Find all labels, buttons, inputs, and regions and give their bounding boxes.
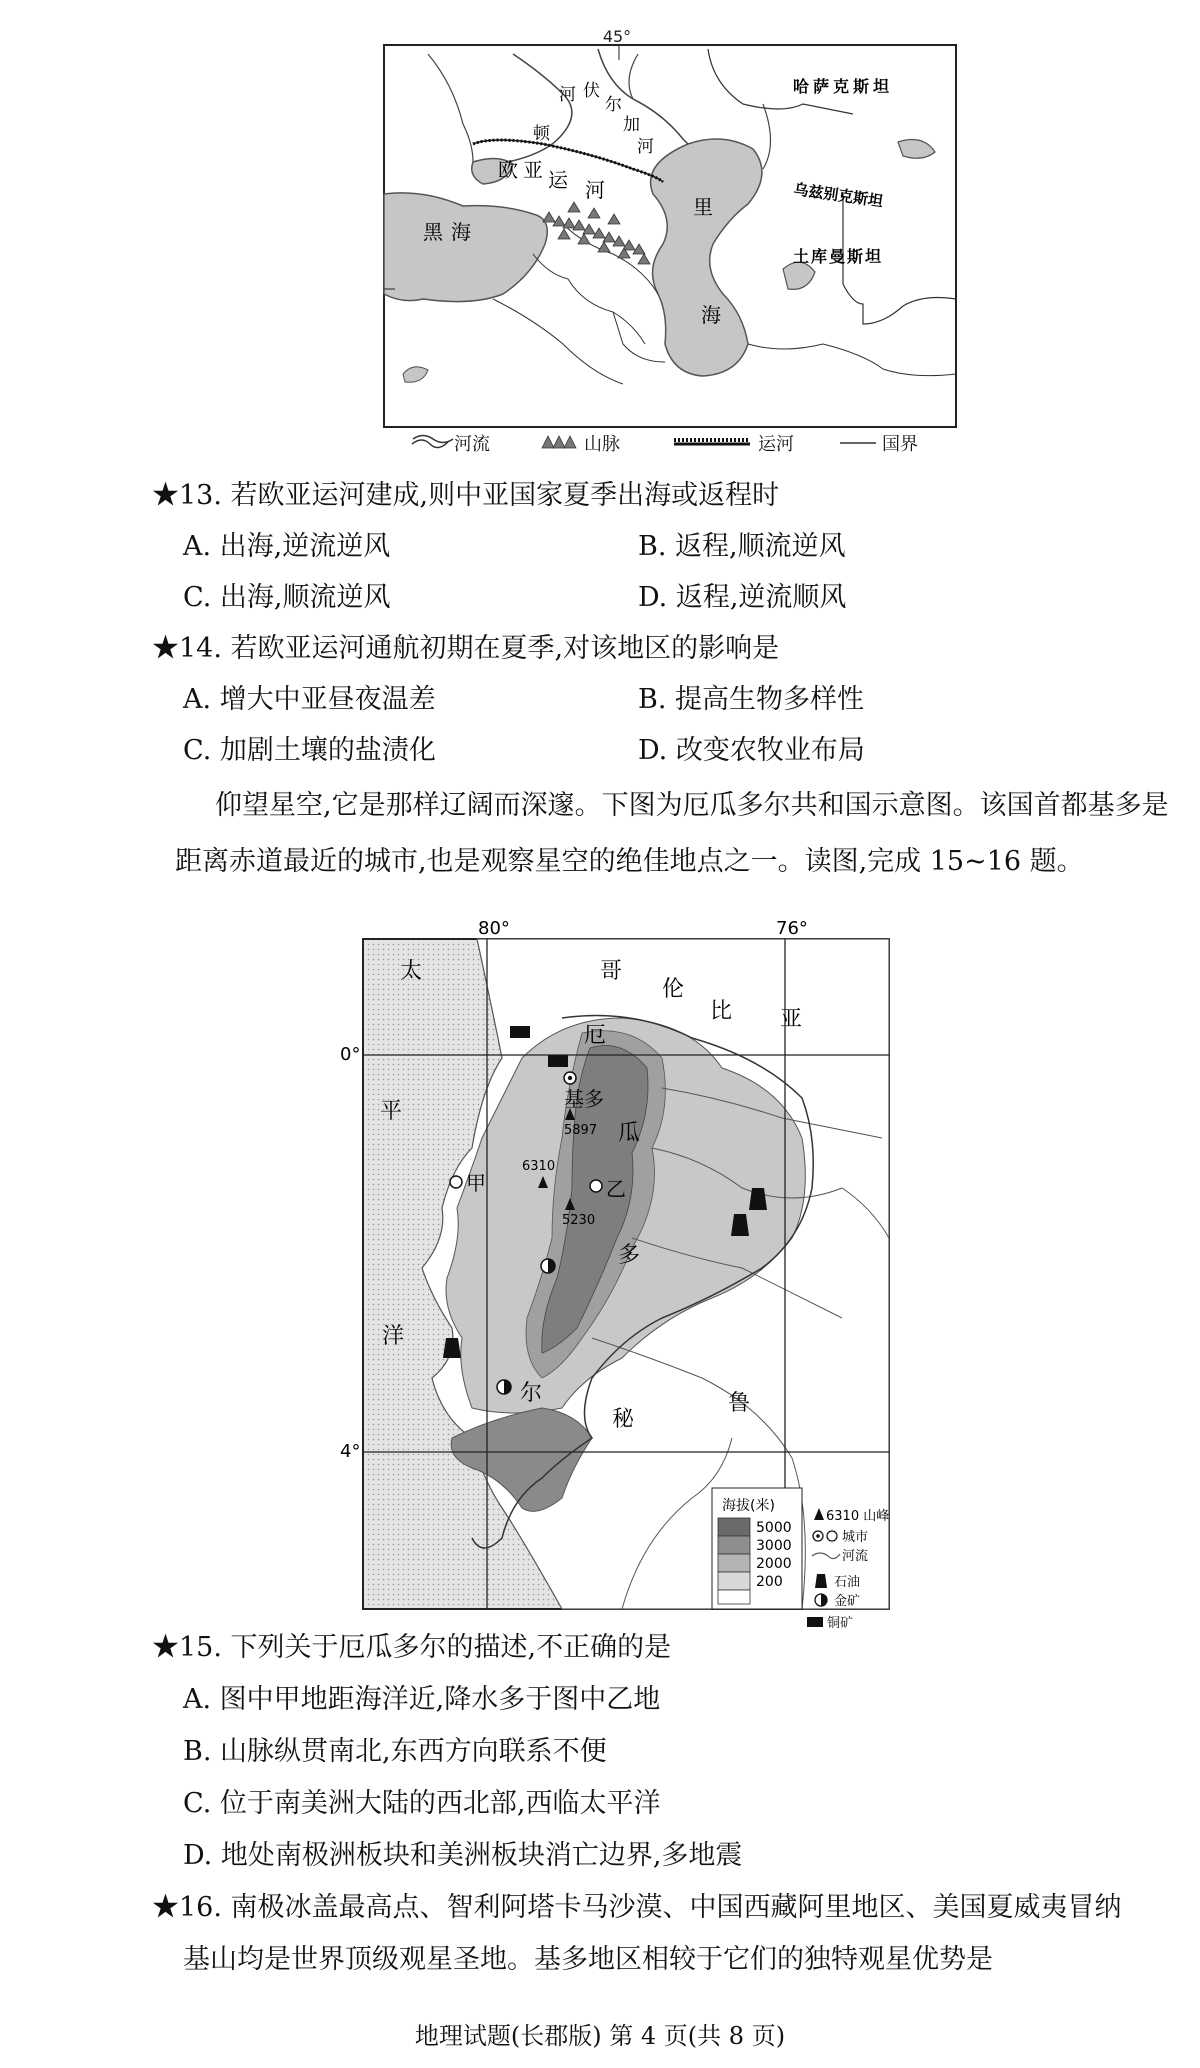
lat-4-label: 4° <box>340 1441 361 1462</box>
pacific-label-2: 平 <box>380 1099 403 1124</box>
volga-label-5: 加 <box>623 115 640 135</box>
legend-border: 国界 <box>882 434 918 455</box>
ecuador-map <box>340 918 890 1610</box>
jia-city-icon <box>450 1176 462 1188</box>
oil-icon <box>749 1188 767 1210</box>
quito-label: 基多 <box>564 1087 604 1111</box>
q13-stem: ★13. 若欧亚运河建成,则中亚国家夏季出海或返程时 <box>152 480 780 511</box>
legend-elevation-title: 海拔(米) <box>722 1498 775 1514</box>
ecuador-label-2: 瓜 <box>618 1121 641 1146</box>
colombia-label-1: 哥 <box>600 959 623 984</box>
caspian-label-1: 里 <box>693 195 713 219</box>
ecuador-label-3: 多 <box>618 1243 641 1268</box>
q14-option-d: D. 改变农牧业布局 <box>638 735 865 766</box>
legend-canal: 运河 <box>758 434 794 455</box>
volga-label-2: 河 <box>559 85 576 105</box>
lon-80-label: 80° <box>478 918 510 939</box>
legend-swatch-2000 <box>718 1554 750 1572</box>
canal-legend-icon <box>674 440 750 444</box>
legend-level-2000: 2000 <box>756 1556 792 1572</box>
colombia-label-2: 伦 <box>662 977 685 1002</box>
legend-level-5000: 5000 <box>756 1520 792 1536</box>
intro-paragraph: 仰望星空,它是那样辽阔而深邃。下图为厄瓜多尔共和国示意图。该国首都基多是距离赤道最近的城市,也是观察星空的绝佳地点之一。读图,完成 15~16 题。 <box>175 790 1169 877</box>
volga-label-3: 伏 <box>583 81 600 101</box>
legend-peak: 6310 山峰 <box>826 1509 890 1524</box>
legend-swatch-200 <box>718 1572 750 1590</box>
lon-45-label: 45° <box>602 27 632 46</box>
canal-label-3: 运 <box>548 168 568 192</box>
q13-option-d: D. 返程,逆流顺风 <box>638 582 847 613</box>
q15-option-c: C. 位于南美洲大陆的西北部,西临太平洋 <box>183 1788 661 1819</box>
q13-option-c: C. 出海,顺流逆风 <box>183 582 391 613</box>
ecuador-label-4: 尔 <box>520 1381 543 1406</box>
peak-5230-label: 5230 <box>562 1213 596 1228</box>
caspian-label-2: 海 <box>701 303 721 327</box>
pacific-label-3: 洋 <box>382 1324 405 1349</box>
q14-option-a: A. 增大中亚昼夜温差 <box>183 684 436 715</box>
jia-label: 甲 <box>466 1171 486 1195</box>
kazakhstan-label: 哈萨克斯坦 <box>793 77 894 96</box>
q15-option-b: B. 山脉纵贯南北,东西方向联系不便 <box>183 1736 607 1767</box>
quito-city-icon <box>564 1072 576 1084</box>
legend-level-3000: 3000 <box>756 1538 792 1554</box>
volga-label-4: 尔 <box>605 95 622 115</box>
peru-label-2: 鲁 <box>728 1391 751 1416</box>
copper-icon <box>510 1026 530 1038</box>
q15-option-d: D. 地处南极洲板块和美洲板块消亡边界,多地震 <box>183 1840 743 1871</box>
turkmenistan-label: 土库曼斯坦 <box>793 247 884 266</box>
peru-label-1: 秘 <box>612 1407 635 1432</box>
pacific-label-1: 太 <box>400 959 423 984</box>
uzbekistan-label: 乌兹别克斯坦 <box>792 180 885 211</box>
legend-copper: 铜矿 <box>827 1616 854 1631</box>
peak-6310-label: 6310 <box>522 1159 556 1174</box>
legend-river: 河流 <box>454 434 490 455</box>
q16-stem-line2: 基山均是世界顶级观星圣地。基多地区相较于它们的独特观星优势是 <box>183 1944 993 1975</box>
page-footer: 地理试题(长郡版) 第 4 页(共 8 页) <box>414 2022 786 2050</box>
legend-swatch-5000 <box>718 1518 750 1536</box>
eurasia-canal-map <box>383 27 957 428</box>
lat-0-label: 0° <box>340 1044 361 1065</box>
gold-icon <box>497 1380 511 1394</box>
canal-label-2: 亚 <box>523 158 543 182</box>
legend-oil-icon <box>815 1574 827 1588</box>
legend-mountain: 山脉 <box>584 434 620 455</box>
legend-swatch-0 <box>718 1590 750 1604</box>
legend-gold: 金矿 <box>834 1594 861 1609</box>
q13-option-b: B. 返程,顺流逆风 <box>638 531 846 562</box>
q15-option-a: A. 图中甲地距海洋近,降水多于图中乙地 <box>183 1684 661 1715</box>
copper-icon <box>548 1055 568 1067</box>
legend-river: 河流 <box>842 1549 869 1564</box>
ecuador-label-1: 厄 <box>584 1023 607 1048</box>
legend-city: 城市 <box>842 1530 869 1545</box>
oil-icon <box>731 1214 749 1236</box>
map1-legend-row <box>410 430 970 454</box>
legend-copper-icon <box>807 1617 823 1627</box>
gold-icon <box>541 1259 555 1273</box>
black-sea-label-2: 海 <box>451 220 471 244</box>
colombia-label-3: 比 <box>710 999 733 1024</box>
oil-icon <box>443 1338 461 1358</box>
peak-5897-label: 5897 <box>564 1123 598 1138</box>
canal-label-4: 河 <box>585 178 605 202</box>
q14-option-b: B. 提高生物多样性 <box>638 684 865 715</box>
legend-oil: 石油 <box>834 1575 861 1590</box>
lon-76-label: 76° <box>776 918 808 939</box>
colombia-label-4: 亚 <box>780 1007 803 1032</box>
legend-swatch-3000 <box>718 1536 750 1554</box>
mountain-legend-icon <box>542 436 576 448</box>
legend-level-200: 200 <box>756 1574 783 1590</box>
yi-city-icon <box>590 1180 602 1192</box>
volga-label-1: 顿 <box>533 124 550 144</box>
canal-label-1: 欧 <box>498 158 518 182</box>
legend-copper-row <box>807 1612 853 1630</box>
q14-option-c: C. 加剧土壤的盐渍化 <box>183 735 436 766</box>
q13-option-a: A. 出海,逆流逆风 <box>183 531 391 562</box>
black-sea-label-1: 黑 <box>423 220 443 244</box>
yi-label: 乙 <box>606 1177 626 1201</box>
q15-stem: ★15. 下列关于厄瓜多尔的描述,不正确的是 <box>152 1632 672 1663</box>
q14-stem: ★14. 若欧亚运河通航初期在夏季,对该地区的影响是 <box>152 633 780 664</box>
legend-gold-icon <box>815 1594 827 1606</box>
volga-label-6: 河 <box>637 137 654 157</box>
q16-stem-line1: ★16. 南极冰盖最高点、智利阿塔卡马沙漠、中国西藏阿里地区、美国夏威夷冒纳 <box>152 1892 1122 1923</box>
river-legend-icon <box>412 440 448 448</box>
